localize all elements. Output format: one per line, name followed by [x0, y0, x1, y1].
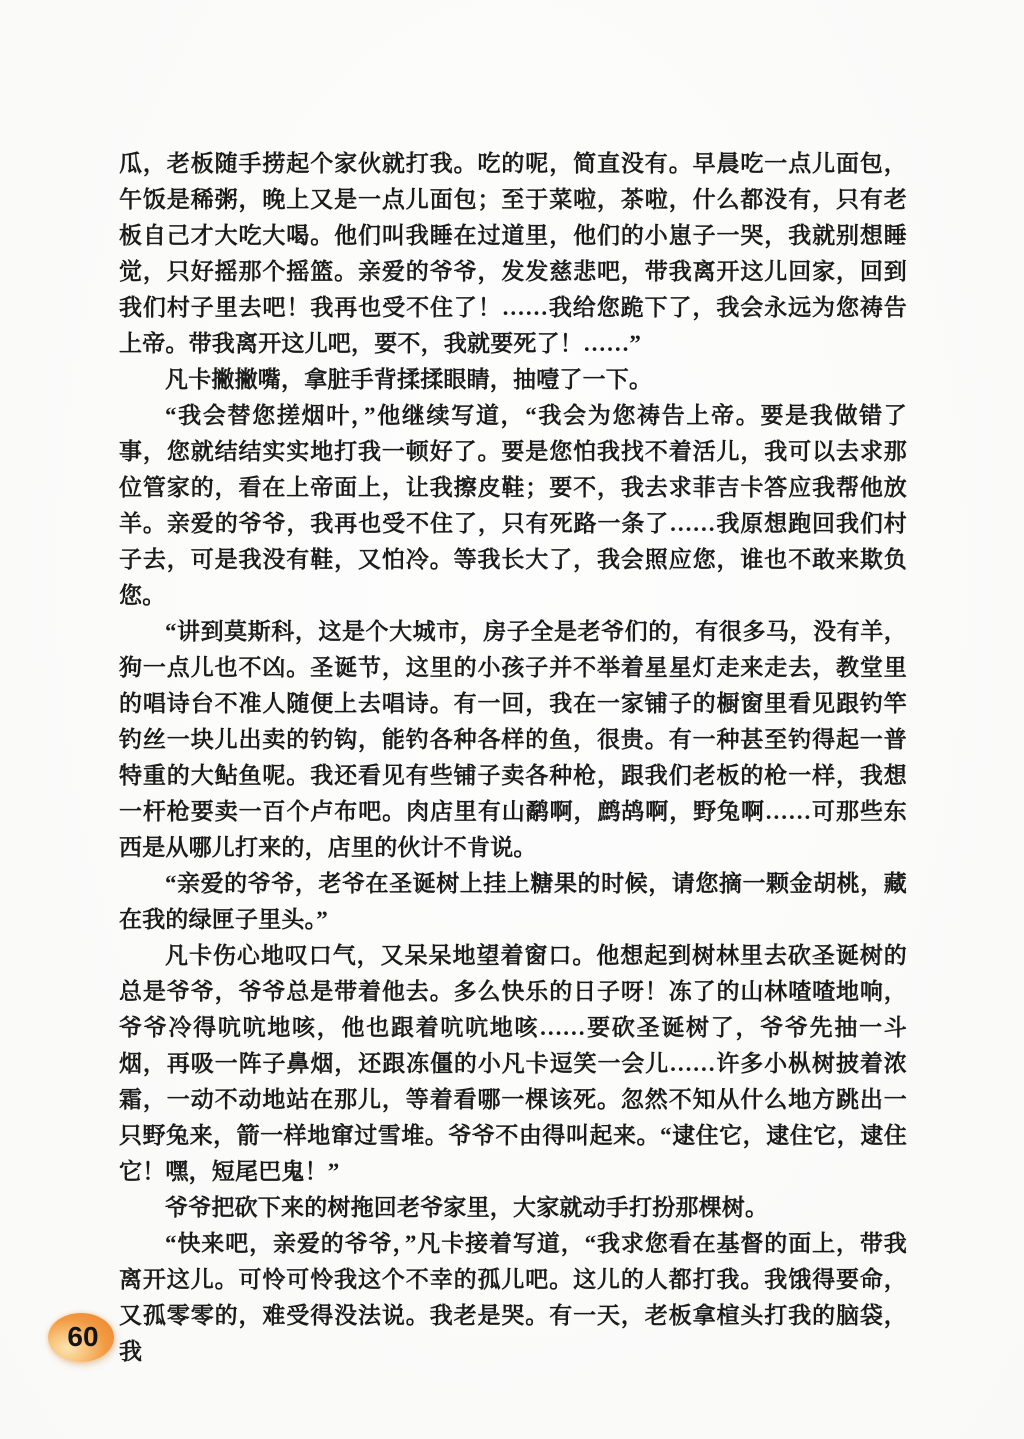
- page-number: 60: [67, 1320, 99, 1352]
- paragraph: “亲爱的爷爷，老爷在圣诞树上挂上糖果的时候，请您摘一颗金胡桃，藏在我的绿匣子里头。”: [119, 871, 907, 932]
- body-text: [119, 146, 907, 1370]
- paragraph: “快来吧，亲爱的爷爷，”凡卡接着写道，“我求您看在基督的面上，带我离开这儿。可怜可怜我这个不幸的孤儿吧。这儿的人都打我。我饿得要命，又孤零零的，难受得没法说。我老是哭。有一天，老板拿楦头打我的脑袋，我: [119, 1231, 907, 1364]
- paragraph: “讲到莫斯科，这是个大城市，房子全是老爷们的，有很多马，没有羊，狗一点儿也不凶。圣诞节，这里的小孩子并不举着星星灯走来走去，教堂里的唱诗台不准人随便上去唱诗。有一回，我在一家铺子的橱窗里看见跟钓竿钓丝一块儿出卖的钓钩，能钓各种各样的鱼，很贵。有一种甚至钓得起一普特重的大鲇鱼呢。我还看见有些铺子卖各种枪，跟我们老板的枪一样，我想一杆枪要卖一百个卢布吧。肉店里有山鹬啊，鹧鸪啊，野兔啊……可那些东西是从哪儿打来的，店里的伙计不肯说。: [119, 619, 907, 860]
- paragraph: 爷爷把砍下来的树拖回老爷家里，大家就动手打扮那棵树。: [165, 1195, 769, 1220]
- paragraph: 凡卡撇撇嘴，拿脏手背揉揉眼睛，抽噎了一下。: [165, 367, 653, 392]
- page-number-badge: [48, 1313, 114, 1362]
- paragraph: 凡卡伤心地叹口气，又呆呆地望着窗口。他想起到树林里去砍圣诞树的总是爷爷，爷爷总是带着他去。多么快乐的日子呀！冻了的山林喳喳地响，爷爷冷得吭吭地咳，他也跟着吭吭地咳……要砍圣诞树了，爷爷先抽一斗烟，再吸一阵子鼻烟，还跟冻僵的小凡卡逗笑一会儿……许多小枞树披着浓霜，一动不动地站在那儿，等着看哪一棵该死。忽然不知从什么地方跳出一只野兔来，箭一样地窜过雪堆。爷爷不由得叫起来。“逮住它，逮住它，逮住它！嘿，短尾巴鬼！”: [119, 943, 907, 1184]
- paragraph-continuation: 瓜，老板随手捞起个家伙就打我。吃的呢，简直没有。早晨吃一点儿面包，午饭是稀粥，晚上又是一点儿面包；至于菜啦，茶啦，什么都没有，只有老板自己才大吃大喝。他们叫我睡在过道里，他们的小崽子一哭，我就别想睡觉，只好摇那个摇篮。亲爱的爷爷，发发慈悲吧，带我离开这儿回家，回到我们村子里去吧！我再也受不住了！……我给您跪下了，我会永远为您祷告上帝。带我离开这儿吧，要不，我就要死了！……”: [119, 151, 907, 356]
- paragraph: “我会替您搓烟叶，”他继续写道，“我会为您祷告上帝。要是我做错了事，您就结结实实地打我一顿好了。要是您怕我找不着活儿，我可以去求那位管家的，看在上帝面上，让我擦皮鞋；要不，我去求菲吉卡答应我帮他放羊。亲爱的爷爷，我再也受不住了，只有死路一条了……我原想跑回我们村子去，可是我没有鞋，又怕冷。等我长大了，我会照应您，谁也不敢来欺负您。: [119, 403, 907, 608]
